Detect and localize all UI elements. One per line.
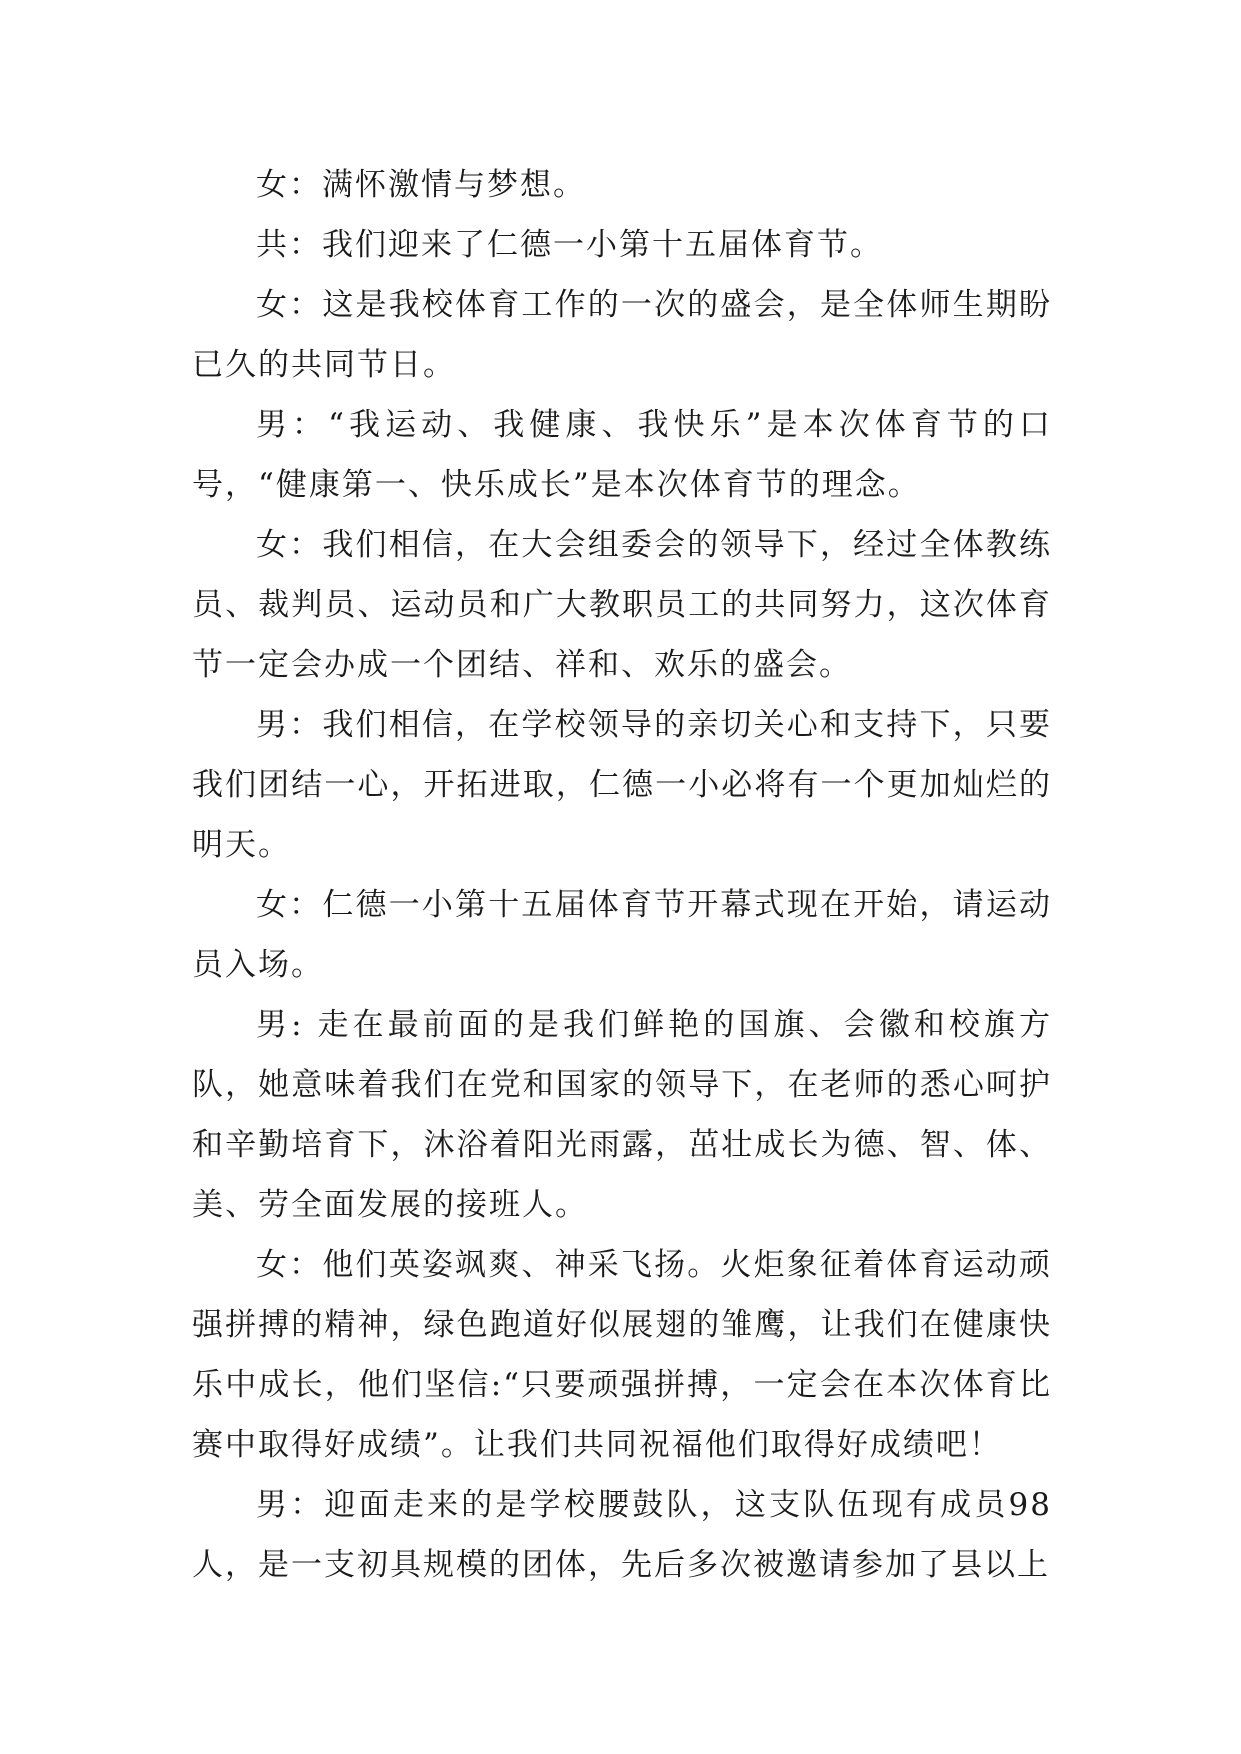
paragraph: 女：仁德一小第十五届体育节开幕式现在开始，请运动员入场。 [192,887,1052,983]
paragraph: 女：这是我校体育工作的一次的盛会，是全体师生期盼已久的共同节日。 [192,287,1052,383]
document-body [192,155,1052,1595]
paragraph: 男：“我运动、我健康、我快乐”是本次体育节的口号，“健康第一、快乐成长”是本次体育节的理念。 [192,407,1052,503]
paragraph: 女：他们英姿飒爽、神采飞扬。火炬象征着体育运动顽强拼搏的精神，绿色跑道好似展翅的雏鹰，让我们在健康快乐中成长，他们坚信:“只要顽强拼搏，一定会在本次体育比赛中取得好成绩”。让我们共同祝福他们取得好成绩吧！ [192,1247,1052,1463]
paragraph: 男：我们相信，在学校领导的亲切关心和支持下，只要我们团结一心，开拓进取，仁德一小必将有一个更加灿烂的明天。 [192,707,1052,863]
paragraph: 女：满怀激情与梦想。 [256,167,586,203]
paragraph: 女：我们相信，在大会组委会的领导下，经过全体教练员、裁判员、运动员和广大教职员工的共同努力，这次体育节一定会办成一个团结、祥和、欢乐的盛会。 [192,527,1052,683]
paragraph: 共：我们迎来了仁德一小第十五届体育节。 [256,227,883,263]
paragraph: 男: 走在最前面的是我们鲜艳的国旗、会徽和校旗方队，她意味着我们在党和国家的领导下，在老师的悉心呵护和辛勤培育下，沐浴着阳光雨露，茁壮成长为德、智、体、美、劳全面发展的接班人。 [192,1007,1052,1223]
paragraph: 男：迎面走来的是学校腰鼓队，这支队伍现有成员98人，是一支初具规模的团体，先后多次被邀请参加了县以上 [192,1487,1052,1583]
